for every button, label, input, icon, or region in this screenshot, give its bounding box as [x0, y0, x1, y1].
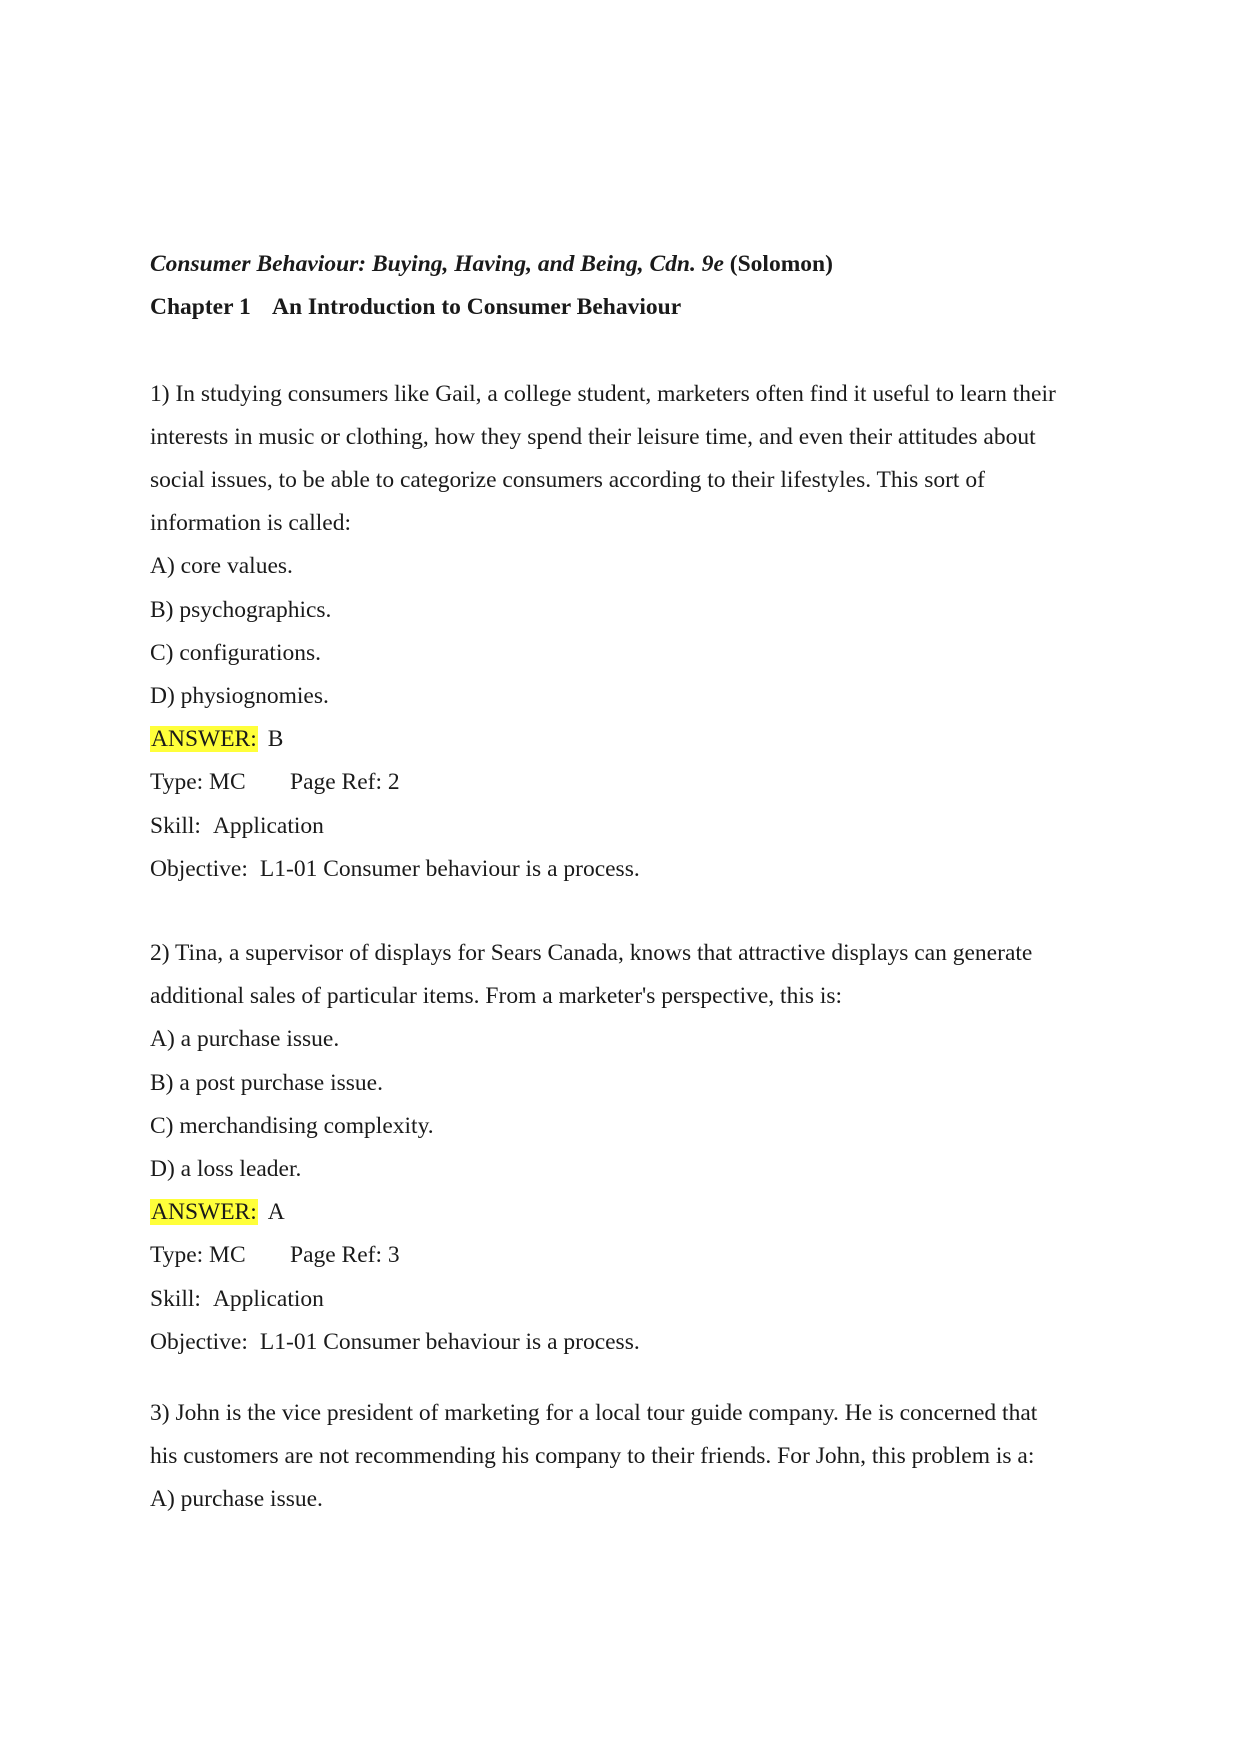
page-ref: Page Ref: 3: [290, 1242, 400, 1269]
objective-line: [150, 1321, 1130, 1364]
option-d: D) a loss leader.: [150, 1156, 302, 1183]
question-stem-line: information is called:: [150, 510, 352, 537]
answer-label: ANSWER:: [151, 726, 257, 753]
book-title-line: [150, 243, 1130, 286]
question-stem-line: additional sales of particular items. From a marketer's perspective, this is:: [150, 983, 843, 1010]
question-stem-line: his customers are not recommending his company to their friends. For John, this problem is a:: [150, 1443, 1035, 1470]
question-stem-line: 1) In studying consumers like Gail, a college student, marketers often find it useful to learn their: [150, 380, 1056, 407]
skill-line: [150, 1278, 1130, 1321]
answer-line: [150, 718, 1130, 761]
type-line: [150, 1234, 1130, 1277]
question-stem-line: interests in music or clothing, how they spend their leisure time, and even their attitudes about: [150, 423, 1036, 450]
answer-label: ANSWER:: [151, 1199, 257, 1226]
answer-line: [150, 1191, 1130, 1234]
chapter-heading: [150, 286, 1130, 329]
type-line: [150, 761, 1130, 804]
question-1: [150, 373, 1130, 891]
document-page: [150, 243, 1130, 1522]
option-c: C) configurations.: [150, 639, 321, 666]
skill-label: Skill:: [150, 812, 201, 839]
page-ref: Page Ref: 2: [290, 769, 400, 796]
option-d: D) physiognomies.: [150, 683, 329, 710]
chapter-label: Chapter 1: [150, 294, 251, 321]
objective-line: [150, 848, 1130, 891]
question-stem-line: 3) John is the vice president of marketing for a local tour guide company. He is concerned that: [150, 1400, 1038, 1427]
skill-line: [150, 805, 1130, 848]
skill-value: Application: [212, 812, 324, 839]
chapter-title: An Introduction to Consumer Behaviour: [272, 294, 682, 321]
question-stem-line: social issues, to be able to categorize consumers according to their lifestyles. This sort of: [150, 467, 985, 493]
question-type: Type: MC: [150, 1242, 246, 1269]
question-3: [150, 1392, 1130, 1522]
objective-value: L1-01 Consumer behaviour is a process.: [259, 855, 640, 882]
skill-value: Application: [212, 1285, 324, 1312]
option-c: C) merchandising complexity.: [150, 1112, 434, 1139]
objective-label: Objective:: [150, 1328, 248, 1355]
question-type: Type: MC: [150, 769, 246, 796]
option-b: B) a post purchase issue.: [150, 1069, 383, 1096]
question-2: [150, 932, 1130, 1364]
answer-value: A: [267, 1199, 285, 1226]
option-b: B) psychographics.: [150, 596, 332, 623]
question-stem-line: 2) Tina, a supervisor of displays for Sears Canada, knows that attractive displays can generate: [150, 940, 1033, 967]
book-author: (Solomon): [729, 251, 833, 277]
option-a: A) core values.: [150, 553, 293, 580]
objective-value: L1-01 Consumer behaviour is a process.: [259, 1328, 640, 1355]
answer-value: B: [267, 726, 284, 753]
book-title: Consumer Behaviour: Buying, Having, and Being, Cdn. 9e: [150, 251, 724, 277]
skill-label: Skill:: [150, 1285, 201, 1312]
objective-label: Objective:: [150, 855, 248, 882]
option-a: A) a purchase issue.: [150, 1026, 340, 1053]
option-a: A) purchase issue.: [150, 1486, 323, 1513]
